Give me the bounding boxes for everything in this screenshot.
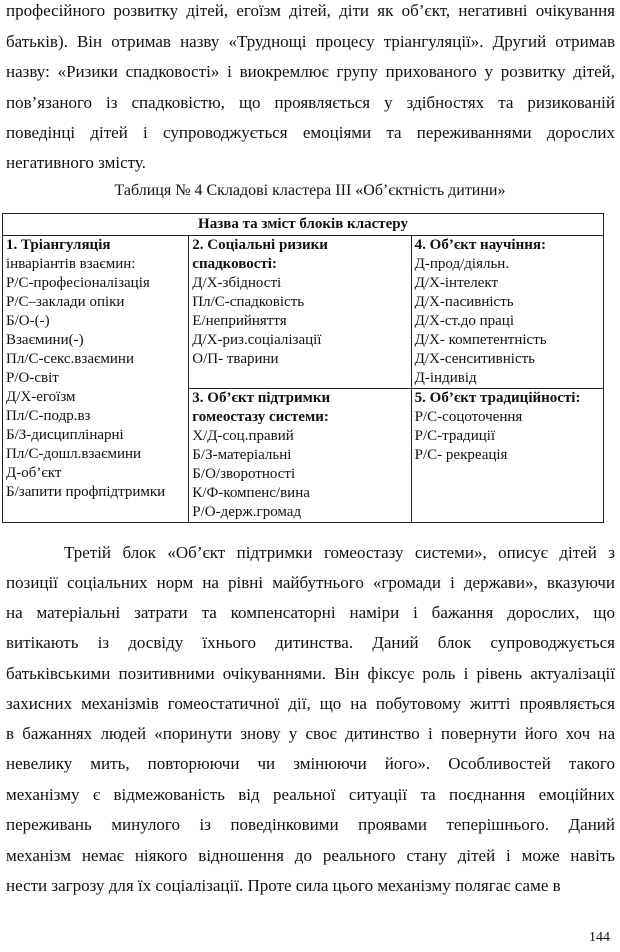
text-line: нести загрозу для їх соціалізації. Проте сила цього механізму полягає саме в (6, 876, 561, 895)
list-item: Пл/С-спадковість (192, 294, 305, 310)
text-line: переживань минулого із поведінковими проявами теперішнього. Даний (6, 815, 615, 834)
block3-title-cont: гомеостазу системи: (192, 409, 329, 425)
list-item: Д/Х-егоїзм (6, 389, 76, 405)
text-line: пов’язаного із спадковістю, що проявляється у здібностях та ризикованій (6, 93, 615, 112)
block5-items (415, 408, 600, 465)
list-item: К/Ф-компенс/вина (192, 485, 310, 501)
list-item: Д/Х-ст.до праці (414, 313, 514, 329)
list-item: О/П- тварини (192, 351, 279, 367)
block1-items (6, 255, 185, 502)
list-item: Р/О-держ.громад (192, 504, 302, 520)
list-item: Б/О/зворотності (192, 466, 296, 482)
text-line: механізм немає ніякого відношення до реального стану дітей і може навіть (6, 846, 615, 865)
list-item: Р/С-професіоналізація (6, 275, 150, 291)
text-line: назву: «Ризики спадковості» і виокремлює групу прихованого у розвитку дітей, (6, 62, 615, 81)
table-header: Назва та зміст блоків кластеру (3, 214, 604, 236)
table-row (3, 236, 604, 389)
list-item: Р/С–заклади опіки (6, 294, 125, 310)
list-item: Д-індивід (414, 370, 477, 386)
block1-cell (3, 236, 189, 523)
text-line: механізму є відмежованість від реальної ситуації та поєднання емоційних (6, 785, 615, 804)
table-header-row (3, 214, 604, 236)
list-item: Б/З-матеріальні (192, 447, 292, 463)
list-item: Д/Х-пасивність (414, 294, 514, 310)
list-item: Пл/С-дошл.взаємини (6, 446, 142, 462)
text-line: батьків). Він отримав назву «Труднощі процесу тріангуляції». Другий отримав (6, 32, 615, 51)
text-line: позиції соціальних норм на рівні майбутнього «громади і держави», вказуючи (6, 573, 615, 592)
block3-title: 3. Об’єкт підтримки (192, 390, 331, 406)
block4-title: 4. Об’єкт научіння: (414, 237, 546, 253)
list-item: Д/Х-збідності (192, 275, 282, 291)
list-item: Д/Х- компетентність (414, 332, 547, 348)
list-item: Взаємини(-) (6, 332, 84, 348)
list-item: Х/Д-соц.правий (192, 428, 294, 444)
block2-title: 2. Соціальні ризики (192, 237, 328, 253)
list-item: Р/С-традиції (414, 428, 496, 444)
list-item: Б/З-дисциплінарні (6, 427, 124, 443)
block5-title: 5. Об’єкт традиційності: (414, 390, 581, 406)
table-caption: Таблиця № 4 Складові кластера ІІІ «Об’єктність дитини» (114, 182, 506, 199)
text-line: невелику мить, повторюючи чи змінюючи його». Особливостей такого (6, 754, 615, 773)
list-item: Д/Х-сенситивність (414, 351, 536, 367)
block2-title-cont: спадковості: (192, 256, 277, 272)
list-item: Р/С-соцоточення (414, 409, 523, 425)
block4-items (415, 255, 600, 388)
list-item: Е/неприйняття (192, 313, 287, 329)
list-item: інваріантів взаємин: (6, 256, 136, 272)
list-item: Р/О-світ (6, 370, 59, 386)
list-item: Д-об’єкт (6, 465, 62, 481)
list-item: Б/запити профпідтримки (6, 484, 166, 500)
list-item: Пл/С-подр.вз (6, 408, 91, 424)
block5-cell (411, 389, 603, 523)
text-line: негативного змісту. (6, 153, 146, 172)
text-line: Третій блок «Об’єкт підтримки гомеостазу системи», описує дітей з (64, 543, 615, 562)
block3-items (192, 427, 407, 522)
list-item: Пл/С-секс.взаємини (6, 351, 134, 367)
text-line: батьківськими позитивними очікуваннями. Він фіксує роль і рівень актуалізації (6, 664, 615, 683)
text-line: витікають із досвіду їхнього дитинства. Даний блок супроводжується (6, 633, 615, 652)
text-line: захисних механізмів гомеостатичної дії, що на побутовому житті проявляється (6, 694, 615, 713)
text-line: в бажаннях людей «поринути знову у своє дитинство і повернути його хоч на (6, 724, 615, 743)
list-item: Д/Х-інтелект (414, 275, 499, 291)
block2-items (192, 274, 407, 369)
list-item: Б/О-(-) (6, 313, 50, 329)
text-line: на матеріальні затрати та компенсаторні наміри і бажання дорослих, що (6, 603, 615, 622)
text-line: поведінці дітей і супроводжується емоціями та переживаннями дорослих (6, 123, 615, 142)
block2-cell (189, 236, 411, 389)
block3-cell (189, 389, 411, 523)
block4-cell (411, 236, 603, 389)
list-item: Д/Х-риз.соціалізації (192, 332, 322, 348)
cluster-table (2, 213, 604, 523)
block1-title: 1. Тріангуляція (6, 237, 111, 253)
list-item: Р/С- рекреація (414, 447, 508, 463)
text-line: професійного розвитку дітей, егоїзм дітей, діти як об’єкт, негативні очікування (6, 1, 615, 20)
list-item: Д-прод/діяльн. (414, 256, 510, 272)
page-number: 144 (589, 930, 610, 945)
